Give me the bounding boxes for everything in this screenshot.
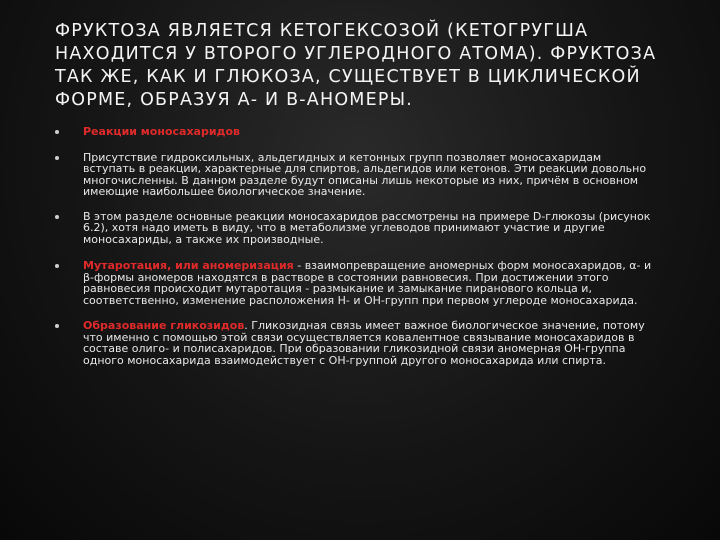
bullet-text: - взаимопревращение аномерных форм моносахаридов, α- и β-формы аномеров находятся в растворе в состоянии равновесия. При достижении этого равновесия происходит мутаротация - размыкание и замыкание пиранового кольца и, соответственно, изменение расположения Н- и ОН-групп при первом углероде моносахарида. bbox=[83, 259, 652, 307]
bullet-item bbox=[55, 260, 655, 306]
bullet-dot-icon bbox=[55, 264, 59, 268]
bullet-item bbox=[55, 152, 655, 198]
bullet-text: Присутствие гидроксильных, альдегидных и кетонных групп позволяет моносахаридам вступать в реакции, характерные для спиртов, альдегидов или кетонов. Эти реакции довольно многочисленны. В данном разделе будут описаны лишь некоторые из них, причём в основном имеющие наибольшее биологическое значение. bbox=[83, 150, 647, 198]
bullet-dot-icon bbox=[55, 215, 59, 219]
bullet-dot-icon bbox=[55, 324, 59, 328]
bullet-item bbox=[55, 126, 655, 138]
bullet-text: . Гликозидная связь имеет важное биологическое значение, потому что именно с помощью этой связи осуществляется ковалентное связывание моносахаридов в составе олиго- и полисахаридов. При образовании гликозидной связи аномерная ОН-группа одного моносахарида взаимодействует с ОН-группой другого моносахарида или спирта. bbox=[83, 319, 645, 367]
bullet-highlight: Образование гликозидов bbox=[83, 319, 245, 332]
bullet-dot-icon bbox=[55, 130, 59, 134]
bullet-text: В этом разделе основные реакции моносахаридов рассмотрены на примере D-глюкозы (рисунок 6.2), хотя надо иметь в виду, что в метаболизме углеводов принимают участие и другие моносахариды, а также их производные. bbox=[83, 209, 651, 246]
bullet-highlight: Мутаротация, или аномеризация bbox=[83, 259, 294, 272]
bullet-dot-icon bbox=[55, 156, 59, 160]
slide-title: ФРУКТОЗА ЯВЛЯЕТСЯ КЕТОГЕКСОЗОЙ (КЕТОГРУГША НАХОДИТСЯ У ВТОРОГО УГЛЕРОДНОГО АТОМА). ФРУКТОЗА ТАК ЖЕ, КАК И ГЛЮКОЗА, СУЩЕСТВУЕТ В ЦИКЛИЧЕСКОЙ ФОРМЕ, ОБРАЗУЯ А- И В-АНОМЕРЫ. bbox=[55, 21, 657, 110]
bullet-item bbox=[55, 320, 655, 366]
bullet-item bbox=[55, 211, 655, 246]
bullet-list bbox=[55, 126, 655, 380]
bullet-highlight: Реакции моносахаридов bbox=[83, 125, 240, 138]
